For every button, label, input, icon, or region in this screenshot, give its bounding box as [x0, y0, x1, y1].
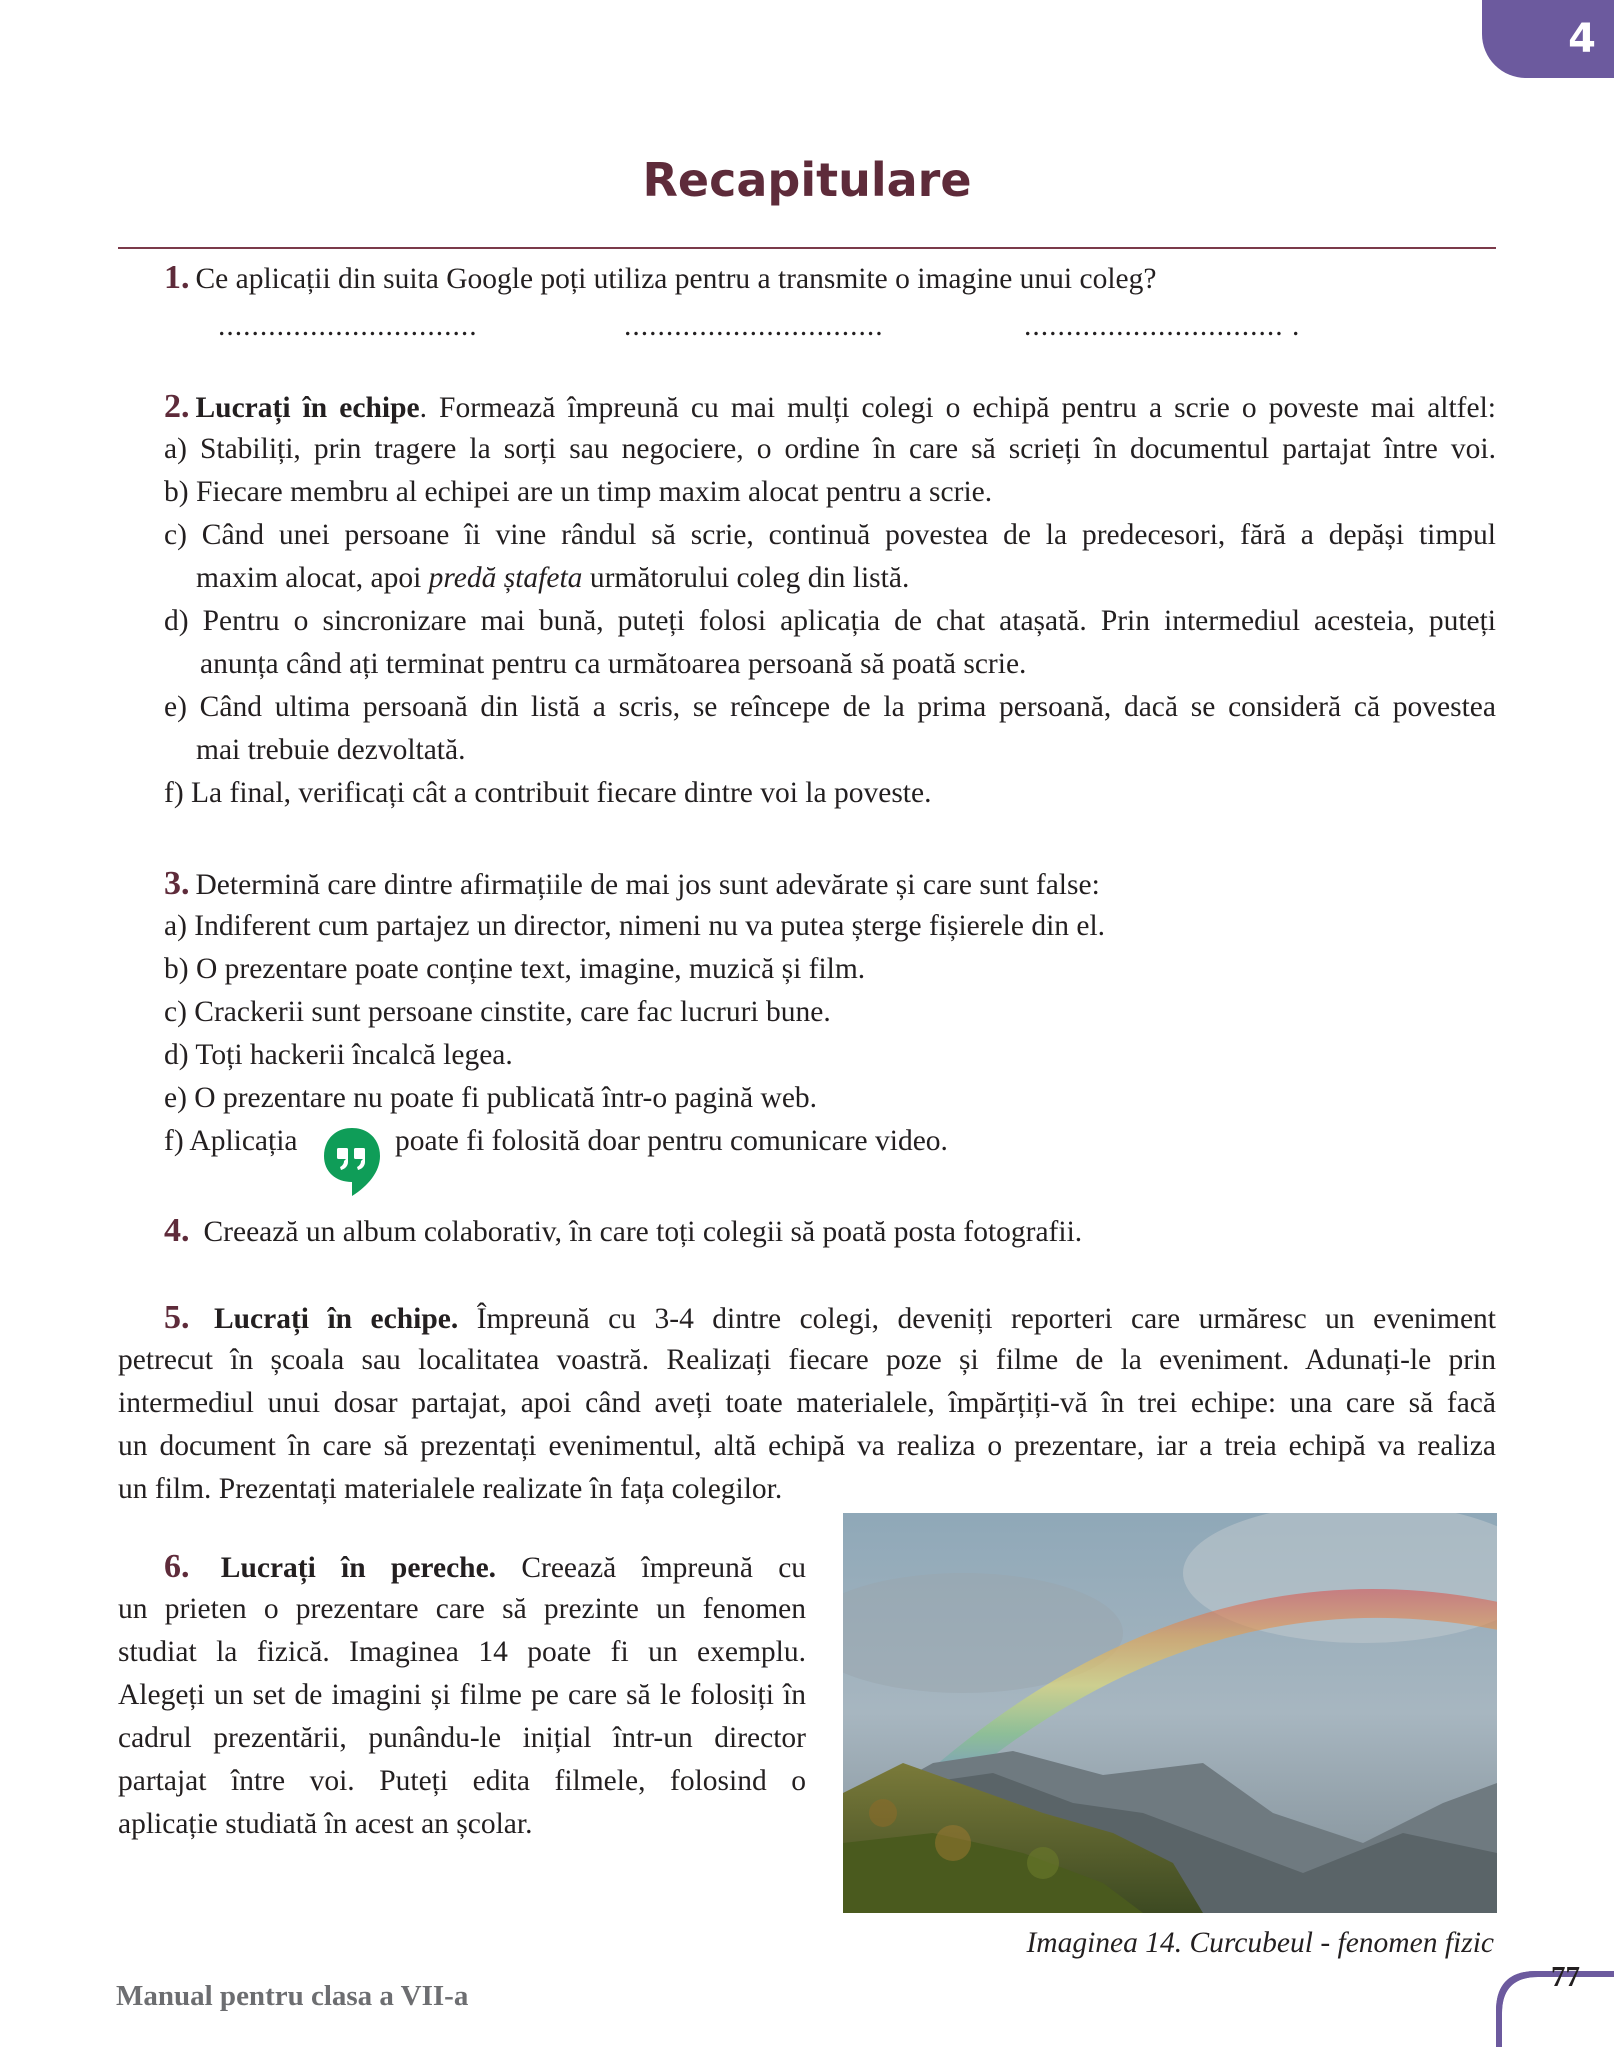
question-3-number: 3.	[164, 865, 190, 902]
question-1-number: 1.	[164, 259, 190, 296]
question-3-item-e: e) O prezentare nu poate fi publicată într-o pagină web.	[164, 1082, 818, 1114]
question-5-number: 5.	[164, 1299, 190, 1336]
question-6-line-5: cadrul prezentării, punându-le inițial într-un director	[118, 1722, 806, 1754]
question-6-line-3: studiat la fizică. Imaginea 14 poate fi un exemplu.	[118, 1636, 806, 1668]
question-4	[164, 1209, 1082, 1254]
question-3	[164, 862, 1100, 907]
question-1-text: Ce aplicații din suita Google poți utiliza pentru a transmite o imagine unui coleg?	[195, 263, 1157, 295]
question-2-text: . Formează împreună cu mai mulți colegi o echipă pentru a scrie o poveste mai altfel:	[419, 392, 1496, 424]
question-2-item-c-text: maxim alocat, apoi	[196, 562, 429, 594]
question-2-number: 2.	[164, 388, 190, 425]
question-3-item-d: d) Toți hackerii încalcă legea.	[164, 1039, 513, 1071]
hangouts-icon	[320, 1126, 384, 1198]
question-5-bold: Lucrați în echipe.	[213, 1303, 459, 1335]
question-3-item-c: c) Crackerii sunt persoane cinstite, care fac lucruri bune.	[164, 996, 831, 1028]
question-5-line-3: intermediul unui dosar partajat, apoi când aveți toate materialele, împărțiți-vă în trei echipe: una care să facă	[118, 1387, 1496, 1419]
question-5-text: Împreună cu 3-4 dintre colegi, deveniți reporteri care urmăresc un eveniment	[476, 1303, 1496, 1335]
question-4-number: 4.	[164, 1212, 190, 1249]
question-3-item-b: b) O prezentare poate conține text, imagine, muzică și film.	[164, 953, 866, 985]
rainbow-photo	[843, 1513, 1497, 1913]
question-6	[164, 1545, 806, 1590]
page-number: 77	[1551, 1961, 1580, 1993]
question-6-line-2: un prieten o prezentare care să prezinte un fenomen	[118, 1593, 806, 1625]
image-caption: Imaginea 14. Curcubeul - fenomen fizic	[1026, 1927, 1494, 1959]
question-6-line-7: aplicație studiată în acest an școlar.	[118, 1808, 533, 1840]
question-2-item-e-cont: mai trebuie dezvoltată.	[196, 734, 466, 766]
question-1	[164, 256, 1156, 301]
chapter-tab: 4	[1482, 0, 1614, 78]
question-2-bold: Lucrați în echipe	[195, 392, 420, 424]
question-2-item-c: c) Când unei persoane îi vine rândul să scrie, continuă povestea de la predecesori, fără a depăși timpul	[164, 519, 1496, 551]
question-3-item-f: f) Aplicația	[164, 1125, 298, 1157]
question-6-text: Creează împreună cu	[521, 1552, 807, 1584]
question-2-item-e: e) Când ultima persoană din listă a scris, se reîncepe de la prima persoană, dacă se consideră că povestea	[164, 691, 1496, 723]
question-2-item-d-cont: anunța când ați terminat pentru ca următoarea persoană să poată scrie.	[200, 648, 1027, 680]
question-5	[164, 1296, 1496, 1341]
question-3-item-a: a) Indiferent cum partajez un director, nimeni nu va putea șterge fișierele din el.	[164, 910, 1106, 942]
question-6-line-6: partajat între voi. Puteți edita filmele, folosind o	[118, 1765, 806, 1797]
page-title: Recapitulare	[642, 153, 972, 207]
footer-text: Manual pentru clasa a VII-a	[116, 1980, 469, 2012]
question-5-line-5: un film. Prezentați materialele realizate în fața colegilor.	[118, 1473, 783, 1505]
question-2-item-c-cont	[196, 557, 909, 600]
question-3-text: Determină care dintre afirmațiile de mai jos sunt adevărate și care sunt false:	[195, 869, 1100, 901]
answer-blank-3[interactable]: ............................... .	[1024, 310, 1301, 342]
question-2-item-a: a) Stabiliți, prin tragere la sorți sau negociere, o ordine în care să scrieți în documentul partajat între voi.	[164, 433, 1496, 465]
question-2-item-d: d) Pentru o sincronizare mai bună, puteți folosi aplicația de chat atașată. Prin intermediul acesteia, puteți	[164, 605, 1496, 637]
question-3-item-f-cont: poate fi folosită doar pentru comunicare video.	[395, 1125, 948, 1157]
question-2-item-c-italic: predă ștafeta	[428, 562, 583, 594]
question-6-number: 6.	[164, 1548, 190, 1585]
question-5-line-4: un document în care să prezentați evenimentul, altă echipă va realiza o prezentare, iar a treia echipă va realiza	[118, 1430, 1496, 1462]
question-6-bold: Lucrați în pereche.	[220, 1552, 497, 1584]
question-5-line-2: petrecut în școala sau localitatea voastră. Realizați fiecare poze și filme de la eveniment. Adunați-le prin	[118, 1344, 1496, 1376]
answer-blank-1[interactable]: ...............................	[218, 310, 478, 342]
question-2-item-c-text-end: următorului coleg din listă.	[582, 562, 910, 594]
question-6-line-4: Alegeți un set de imagini și filme pe care să le folosiți în	[118, 1679, 806, 1711]
answer-blank-2[interactable]: ...............................	[624, 310, 884, 342]
title-divider	[118, 247, 1496, 249]
question-2-item-f: f) La final, verificați cât a contribuit fiecare dintre voi la poveste.	[164, 777, 932, 809]
question-2-item-b: b) Fiecare membru al echipei are un timp maxim alocat pentru a scrie.	[164, 476, 993, 508]
question-2	[164, 385, 1496, 430]
question-4-text: Creează un album colaborativ, în care toți colegii să poată posta fotografii.	[203, 1216, 1083, 1248]
